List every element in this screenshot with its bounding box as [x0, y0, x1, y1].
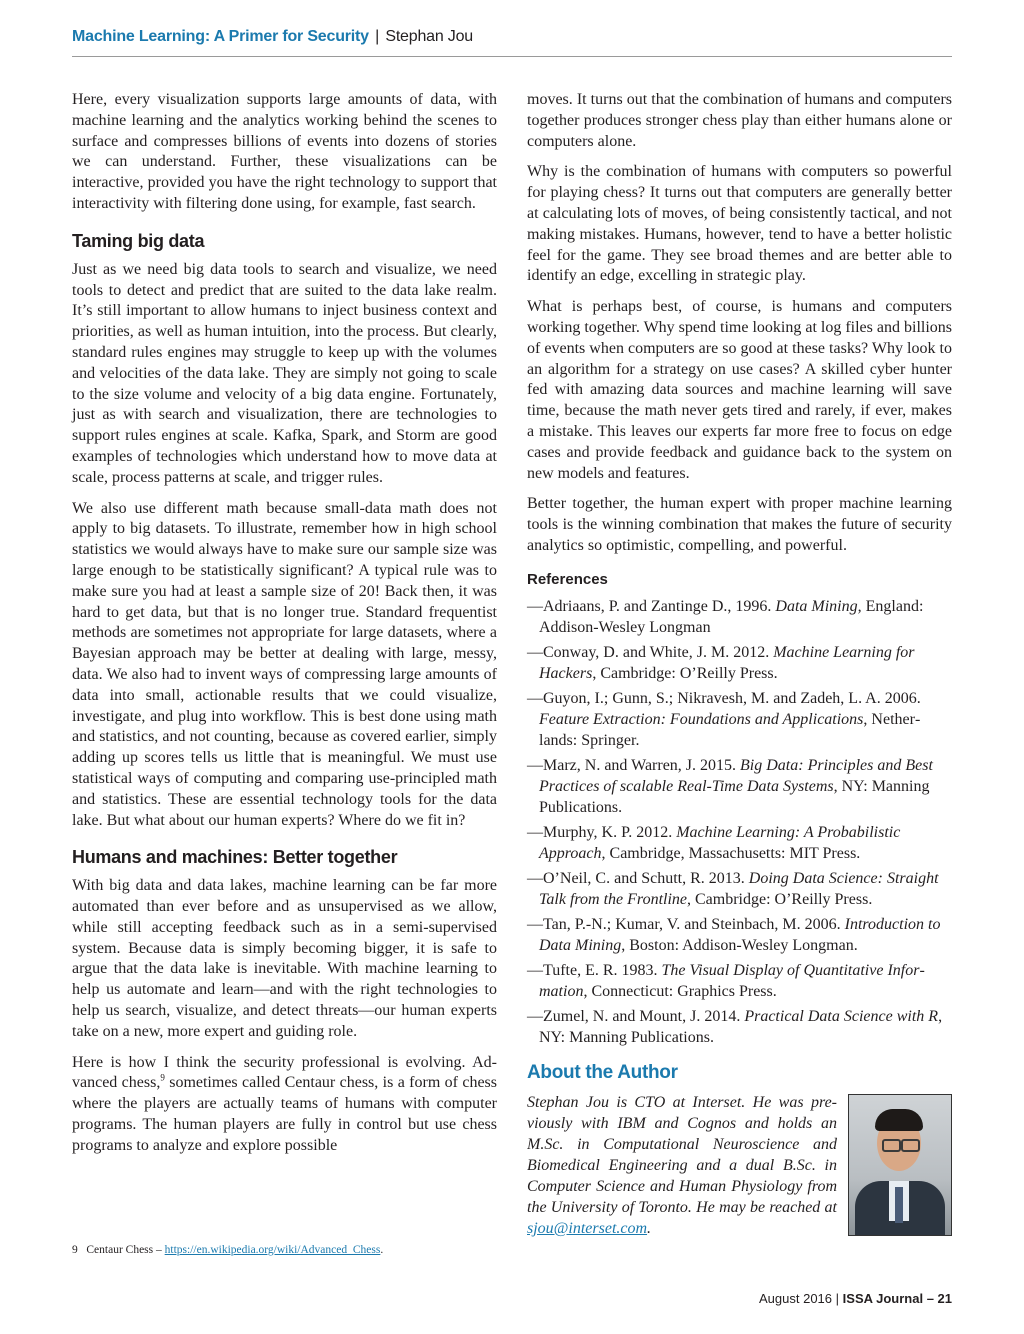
ref-publisher: , Cambridge, Massachusetts: MIT Press.: [601, 844, 861, 862]
about-author-heading: About the Author: [527, 1061, 678, 1083]
ref-publisher: , Cambridge: O’Reilly Press.: [687, 890, 873, 908]
paragraph: We also use different math because small-data math does not apply to big datasets. To illustrate, remember how in high school statistics we would always have to make sure our sample size was large enough to be statistically significant? A typical rule was to make sure you had at least a sample size of 20! Back then, it was hard to get data, but that is no longer true. Standard frequentist methods are sometimes not appropriate for large datasets, where a Bayesian approach may be better at dealing with large, messy, data. We also had to invent ways of compressing large amounts of data into small, actionable results that we could visualize, investigate, and plug into workflow. This is best done using math and statistics, and not counting, because as covered earlier, simply adding up scores tells us little that is meaningful. We must use statistical ways of computing and comparing use-principled math and statistics. These are essential technology tools for the data lake. But what about our human experts? Where do we fit in?: [72, 499, 497, 829]
reference-item: [527, 822, 952, 864]
ref-title: Feature Extraction: Foundations and Applications: [539, 710, 864, 728]
paragraph: [72, 1053, 497, 1157]
footnote-link[interactable]: https://en.wikipedia.org/wiki/Advanced_Chess: [164, 1244, 381, 1256]
paragraph: Better together, the human expert with proper machine learning tools is the winning combination that makes the future of security analytics so optimistic, compelling, and powerful.: [527, 495, 952, 554]
right-column: [527, 90, 952, 1239]
ref-title: Machine Learning for Hackers: [539, 643, 915, 682]
footnote: [72, 1244, 383, 1256]
ref-title: The Visual Display of Quantitative Information: [539, 961, 925, 1000]
photo-hair: [875, 1109, 923, 1131]
ref-title: Practical Data Science with R: [744, 1007, 939, 1025]
ref-authors: —Conway, D. and White, J. M. 2012.: [527, 643, 774, 661]
reference-item: [527, 755, 952, 818]
section-heading-taming-big-data: Taming big data: [72, 230, 205, 251]
references-list: [527, 596, 952, 1048]
references-heading: References: [527, 570, 608, 588]
footnote-number: 9: [72, 1244, 78, 1256]
photo-tie: [895, 1187, 903, 1223]
page-footer: [759, 1291, 952, 1306]
author-photo: [848, 1094, 952, 1236]
bio-end: .: [647, 1219, 652, 1237]
author-bio: [527, 1092, 952, 1239]
ref-authors: —Marz, N. and Warren, J. 2015.: [527, 756, 741, 774]
header-title: Machine Learning: A Primer for Security: [72, 28, 369, 45]
footnote-label: Centaur Chess –: [86, 1244, 165, 1256]
ref-title: Big Data: Principles and Best Practices of scalable Real-Time Data Systems: [539, 756, 933, 795]
photo-glasses: [901, 1139, 920, 1152]
ref-authors: —Tufte, E. R. 1983.: [527, 961, 662, 979]
reference-item: [527, 1006, 952, 1048]
ref-authors: —O’Neil, C. and Schutt, R. 2013.: [527, 869, 749, 887]
section-heading-humans-and-machines: Humans and machines: Better together: [72, 847, 398, 868]
reference-item: [527, 868, 952, 910]
footer-date: August 2016: [759, 1291, 833, 1306]
reference-item: [527, 914, 952, 956]
paragraph: What is perhaps best, of course, is humans and computers working together. Why spend time looking at log files and billions of events when computers are so good at these tasks? Why look to an algorithm for a strategy on use cases? A skilled cyber hunter fed with amazing data sources and machine learning will save time, because the math never gets tired and rarely, if ever, makes a mistake. This leaves our experts far more free to focus on edge cases and provide feedback and guidance back to the system on new models and features.: [527, 298, 952, 482]
paragraph: moves. It turns out that the combination of humans and computers together produces stronger chess play than either humans alone or computers alone.: [527, 91, 952, 150]
paragraph-part: Here is how I think the security professional is evolving. Advanced chess,: [72, 1053, 497, 1092]
author-email-link[interactable]: sjou@interset.com: [527, 1219, 648, 1237]
ref-publisher: , NY: Manning Publications.: [539, 1007, 943, 1046]
ref-publisher: , Boston: Addison-Wesley Longman.: [621, 936, 858, 954]
ref-authors: —Zumel, N. and Mount, J. 2014.: [527, 1007, 745, 1025]
footer-journal: ISSA Journal – 21: [842, 1291, 952, 1306]
header-author: Stephan Jou: [385, 28, 473, 45]
ref-authors: —Guyon, I.; Gunn, S.; Nikravesh, M. and Zadeh, L. A. 2006.: [527, 689, 921, 707]
reference-item: [527, 642, 952, 684]
reference-item: [527, 596, 952, 638]
ref-publisher: , Connecticut: Graphics Press.: [583, 982, 777, 1000]
reference-item: [527, 688, 952, 751]
ref-publisher: England: Addison-Wesley Longman: [539, 597, 924, 636]
left-column: [72, 90, 497, 1167]
footnote-marker[interactable]: 9: [160, 1073, 165, 1084]
paragraph-part: sometimes called Centaur chess, is a form of chess where the players are actually teams of humans with computer programs. The human players are fully in control but use chess programs to analyze and explore possible: [72, 1074, 498, 1154]
footnote-end: .: [380, 1244, 384, 1256]
reference-item: [527, 960, 952, 1002]
ref-title: Introduction to Data Mining: [539, 915, 941, 954]
paragraph: Here, every visualization supports large amounts of data, with machine learning and the analytics working behind the scenes to surface and compresses billions of events into dozens of stories we can understand. Further, these visualizations can be interactive, provided you have the right technology to support that interactivity with filtering done using, for example, fast search.: [72, 91, 497, 212]
ref-publisher: , Netherlands: Springer.: [539, 710, 921, 749]
running-header: [72, 28, 473, 46]
header-rule: [72, 56, 952, 57]
ref-publisher: , Cambridge: O’Reilly Press.: [592, 664, 778, 682]
paragraph: Just as we need big data tools to search and visualize, we need tools to detect and predict that are suited to the data lake realm. It’s still important to allow humans to inject business context and priorities, as well as human intuition, into the process. But clearly, standard rules engines may struggle to keep up with the volumes and velocities of the data lake. They are simply not going to scale to the size volume and velocity of a big data engine. Fortunately, just as with search and visualization, there are technologies to support rules engines at scale. Kafka, Spark, and Storm are good examples of technologies which understand how to move data at scale, process patterns at scale, and trigger rules.: [72, 260, 497, 486]
ref-authors: —Murphy, K. P. 2012.: [527, 823, 677, 841]
photo-glasses: [882, 1139, 901, 1152]
ref-publisher: , NY: Manning Publications.: [539, 777, 930, 816]
footer-separator: |: [835, 1291, 840, 1306]
ref-title: Data Mining,: [775, 597, 862, 615]
ref-authors: —Adriaans, P. and Zantinge D., 1996.: [527, 597, 776, 615]
bio-text: Stephan Jou is CTO at Interset. He was previously with IBM and Cognos and holds an M.Sc. in Computational Neuroscience and Biomedical Engineering and a dual B.Sc. in Computer Science and Human Physiology from the University of Toronto. He may be reached at: [527, 1093, 837, 1216]
author-bio-text: [527, 1092, 837, 1239]
paragraph: Why is the combination of humans with computers so powerful for playing chess? It turns out that computers are generally better at calculating lots of moves, of being consistently tactical, and not making mistakes. Humans, however, tend to have a better holistic feel for the game. They see broad themes and are better able to identify an edge, excelling in strategic play.: [527, 163, 952, 285]
ref-authors: —Tan, P.-N.; Kumar, V. and Steinbach, M. 2006.: [527, 915, 845, 933]
header-separator: |: [375, 28, 380, 45]
paragraph: With big data and data lakes, machine learning can be far more automated than ever before and as unsupervised as we allow, while still accepting feedback such as in a semi-supervised system. Because data is simply becoming bigger, it is safe to argue that the data lake is inevitable. With machine learning to help us automate and learn—and with the right technologies to help us search, visualize, and detect threats—our human experts take on a new, more expert and guiding role.: [72, 877, 497, 1040]
ref-title: Doing Data Science: Straight Talk from the Frontline: [539, 869, 939, 908]
ref-title: Machine Learning: A Probabilistic Approach: [539, 823, 901, 862]
